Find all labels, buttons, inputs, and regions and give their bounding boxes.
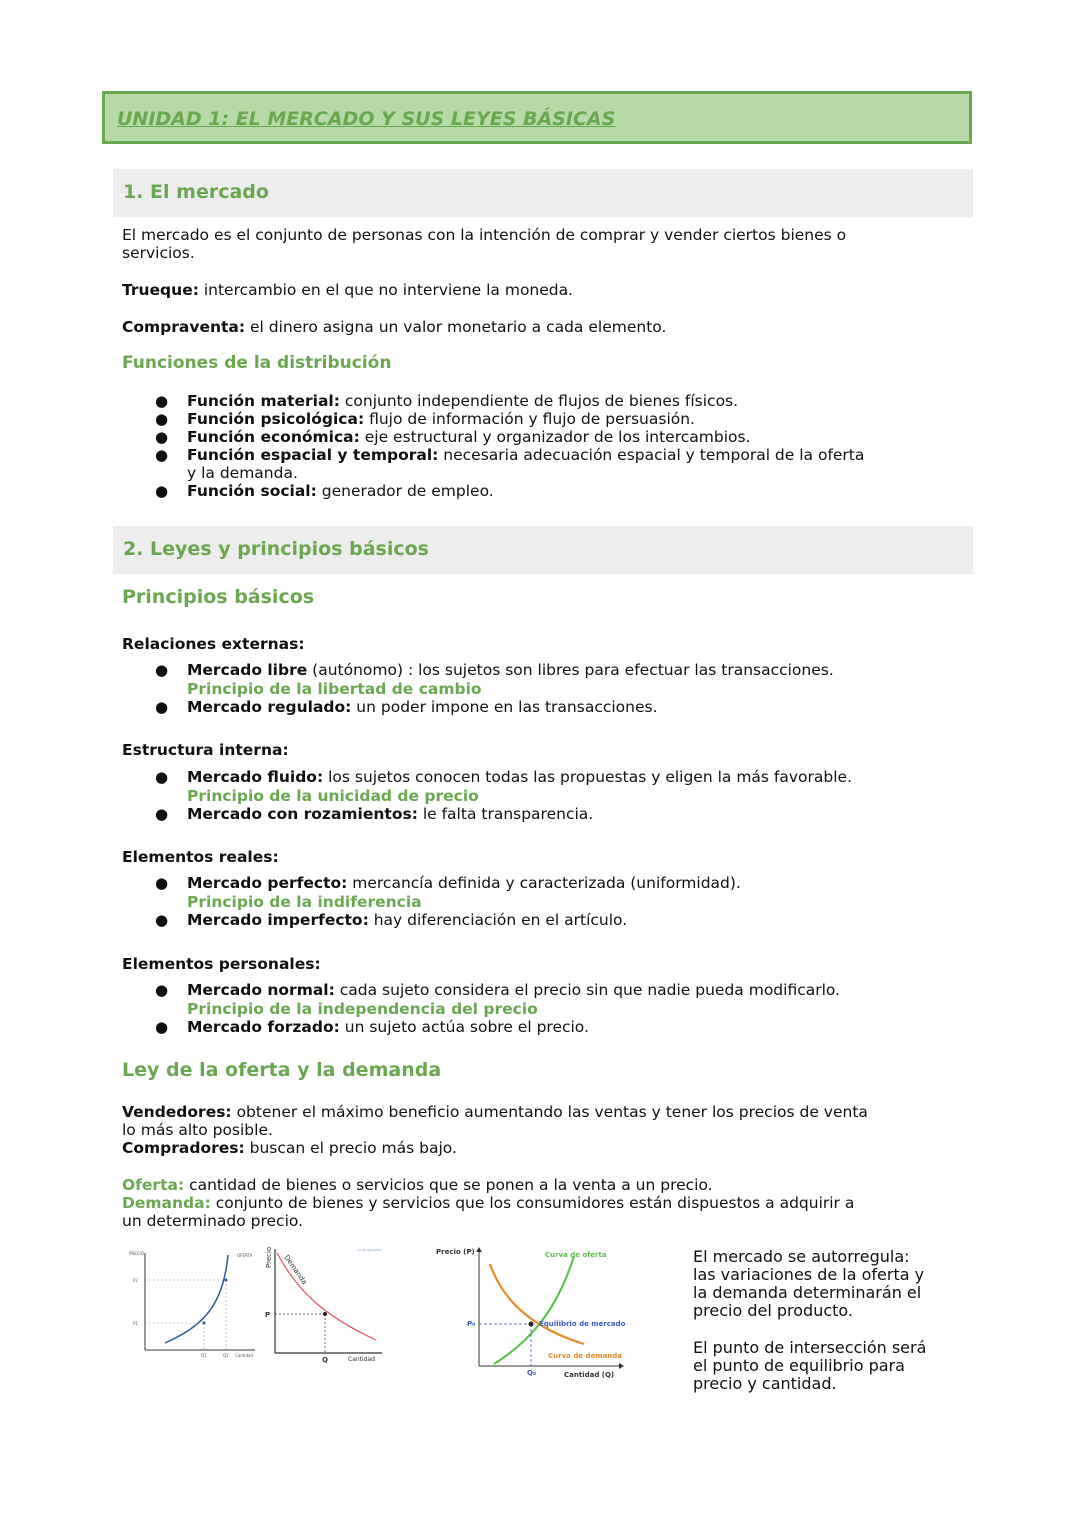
compraventa-paragraph [122,318,666,336]
bullet-icon: ● [155,392,169,410]
bullet-icon: ● [155,768,169,786]
demand-chart-2 [262,1245,392,1370]
funcion-term: Función espacial y temporal: [187,446,439,464]
section-1-header [113,169,973,217]
item-def: (autónomo) : los sujetos son libres para efectuar las transacciones. [307,661,834,679]
oferta-def: cantidad de bienes o servicios que se ponen a la venta a un precio. [184,1176,713,1194]
item-def: mercancía definida y caracterizada (uniformidad). [347,874,741,892]
group-item [187,661,834,679]
funciones-heading: Funciones de la distribución [122,353,392,373]
side-text-line: el punto de equilibrio para [693,1356,905,1375]
vendedores-def: obtener el máximo beneficio aumentando las ventas y tener los precios de venta [231,1103,868,1121]
chart1-x-label: Cantidad [235,1353,253,1358]
chart3-supply-label: Curva de oferta [545,1251,607,1259]
group-item [187,911,627,929]
bullet-icon: ● [155,482,169,500]
group-item [187,805,593,823]
item-def: un poder impone en las transacciones. [351,698,658,716]
trueque-def: intercambio en el que no interviene la moneda. [198,281,574,299]
funcion-term: Función social: [187,482,317,500]
demanda-paragraph [122,1194,854,1212]
funcion-term: Función económica: [187,428,360,446]
item-def: hay diferenciación en el artículo. [368,911,628,929]
compradores-term: Compradores: [122,1139,245,1157]
section-2-title: 2. Leyes y principios básicos [123,538,429,560]
bullet-icon: ● [155,410,169,428]
chart2-point [323,1312,327,1316]
demanda-term: Demanda: [122,1194,211,1212]
bullet-icon: ● [155,874,169,892]
chart3-eq-label: Equilibrio de mercado [539,1320,626,1328]
chart3-equilibrium-point [529,1322,534,1327]
bullet-icon: ● [155,661,169,679]
chart2-small-label: Cu de demanda [357,1248,381,1252]
chart1-x-tick-q2: Q2 [223,1353,229,1358]
item-term: Mercado imperfecto: [187,911,369,929]
item-term: Mercado forzado: [187,1018,340,1036]
bullet-icon: ● [155,698,169,716]
chart2-p-label: P [265,1311,271,1319]
side-text-line: la demanda determinarán el [693,1283,922,1302]
chart3-q0-label: Q₀ [527,1369,537,1377]
group-item [187,1018,589,1036]
funcion-item [187,392,738,410]
item-term: Mercado normal: [187,981,335,999]
chart1-y-label: PRECIO [129,1251,144,1256]
group-header: Relaciones externas: [122,635,305,653]
chart3-y-arrow [476,1247,482,1252]
compradores-paragraph [122,1139,457,1157]
demanda-cont: un determinado precio. [122,1212,304,1230]
side-text-line: precio y cantidad. [693,1374,837,1393]
item-def: le falta transparencia. [417,805,594,823]
bullet-icon: ● [155,805,169,823]
chart3-demand-label: Curva de demanda [548,1352,622,1360]
funcion-def: generador de empleo. [316,482,494,500]
demanda-def: conjunto de bienes y servicios que los consumidores están dispuestos a adquirir a [210,1194,855,1212]
chart3-p0-label: P₀ [467,1320,476,1328]
funcion-term: Función psicológica: [187,410,365,428]
chart3-supply-curve [494,1256,574,1364]
principle-label: Principio de la indiferencia [187,893,422,911]
bullet-icon: ● [155,981,169,999]
unit-title: UNIDAD 1: EL MERCADO Y SUS LEYES BÁSICAS [117,108,616,130]
item-term: Mercado perfecto: [187,874,348,892]
supply-chart-1 [125,1247,260,1367]
compraventa-term: Compraventa: [122,318,246,336]
principle-label: Principio de la unicidad de precio [187,787,479,805]
chart1-y-tick-p2: P2 [133,1278,138,1283]
chart3-y-label: Precio (P) [436,1248,475,1256]
vendedores-paragraph [122,1103,868,1121]
vendedores-cont: lo más alto posible. [122,1121,273,1139]
bullet-icon: ● [155,1018,169,1036]
trueque-term: Trueque: [122,281,199,299]
compradores-def: buscan el precio más bajo. [244,1139,457,1157]
unit-title-box [102,91,972,144]
item-term: Mercado libre [187,661,308,679]
group-item [187,874,741,892]
chart2-curve-label: Demanda [282,1253,309,1286]
equilibrium-chart-3 [436,1244,636,1384]
item-term: Mercado regulado: [187,698,352,716]
side-text-line: El punto de intersección será [693,1338,927,1357]
oferta-term: Oferta: [122,1176,185,1194]
chart1-legend: OFERTA [237,1253,253,1258]
funcion-item [187,446,864,464]
side-text-line: las variaciones de la oferta y [693,1265,925,1284]
group-header: Estructura interna: [122,741,289,759]
bullet-icon: ● [155,428,169,446]
chart1-supply-curve [165,1255,228,1343]
chart3-demand-curve [490,1264,584,1344]
group-header: Elementos reales: [122,848,279,866]
chart1-y-tick-p1: P1 [133,1321,138,1326]
funcion-def-cont: y la demanda. [187,464,298,482]
side-text-line: El mercado se autorregula: [693,1247,910,1266]
item-term: Mercado con rozamientos: [187,805,418,823]
funcion-def: eje estructural y organizador de los intercambios. [359,428,751,446]
group-item [187,768,852,786]
trueque-paragraph [122,281,573,299]
chart2-x-label: Cantidad [348,1356,375,1363]
group-header: Elementos personales: [122,955,321,973]
chart3-x-arrow [619,1363,624,1369]
item-def: un sujeto actúa sobre el precio. [339,1018,589,1036]
group-item [187,698,658,716]
principle-label: Principio de la libertad de cambio [187,680,482,698]
compraventa-def: el dinero asigna un valor monetario a cada elemento. [245,318,667,336]
oferta-paragraph [122,1176,713,1194]
funcion-def: flujo de información y flujo de persuasión. [364,410,695,428]
ley-heading: Ley de la oferta y la demanda [122,1059,442,1081]
chart1-x-tick-q1: Q1 [201,1353,207,1358]
funcion-def: conjunto independiente de flujos de bienes físicos. [339,392,739,410]
intro-line-1: El mercado es el conjunto de personas con la intención de comprar y vender ciertos bienes o [122,226,847,244]
chart1-point-2 [225,1279,228,1282]
chart1-point-1 [203,1322,206,1325]
item-def: cada sujeto considera el precio sin que nadie pueda modificarlo. [334,981,841,999]
item-def: los sujetos conocen todas las propuestas y eligen la más favorable. [323,768,853,786]
group-item [187,981,840,999]
chart2-q-label: Q [322,1356,328,1364]
bullet-icon: ● [155,446,169,464]
section-1-title: 1. El mercado [123,181,269,203]
funcion-def: necesaria adecuación espacial y temporal de la oferta [438,446,865,464]
intro-line-2: servicios. [122,244,195,262]
vendedores-term: Vendedores: [122,1103,232,1121]
funcion-item [187,428,750,446]
chart3-x-label: Cantidad (Q) [564,1371,615,1379]
principios-heading: Principios básicos [122,586,315,608]
principle-label: Principio de la independencia del precio [187,1000,538,1018]
side-text-line: precio del producto. [693,1301,854,1320]
bullet-icon: ● [155,911,169,929]
funcion-item [187,482,494,500]
chart2-y-label: Precio [265,1246,273,1268]
funcion-term: Función material: [187,392,340,410]
funcion-item [187,410,695,428]
item-term: Mercado fluido: [187,768,324,786]
section-2-header [113,526,973,574]
